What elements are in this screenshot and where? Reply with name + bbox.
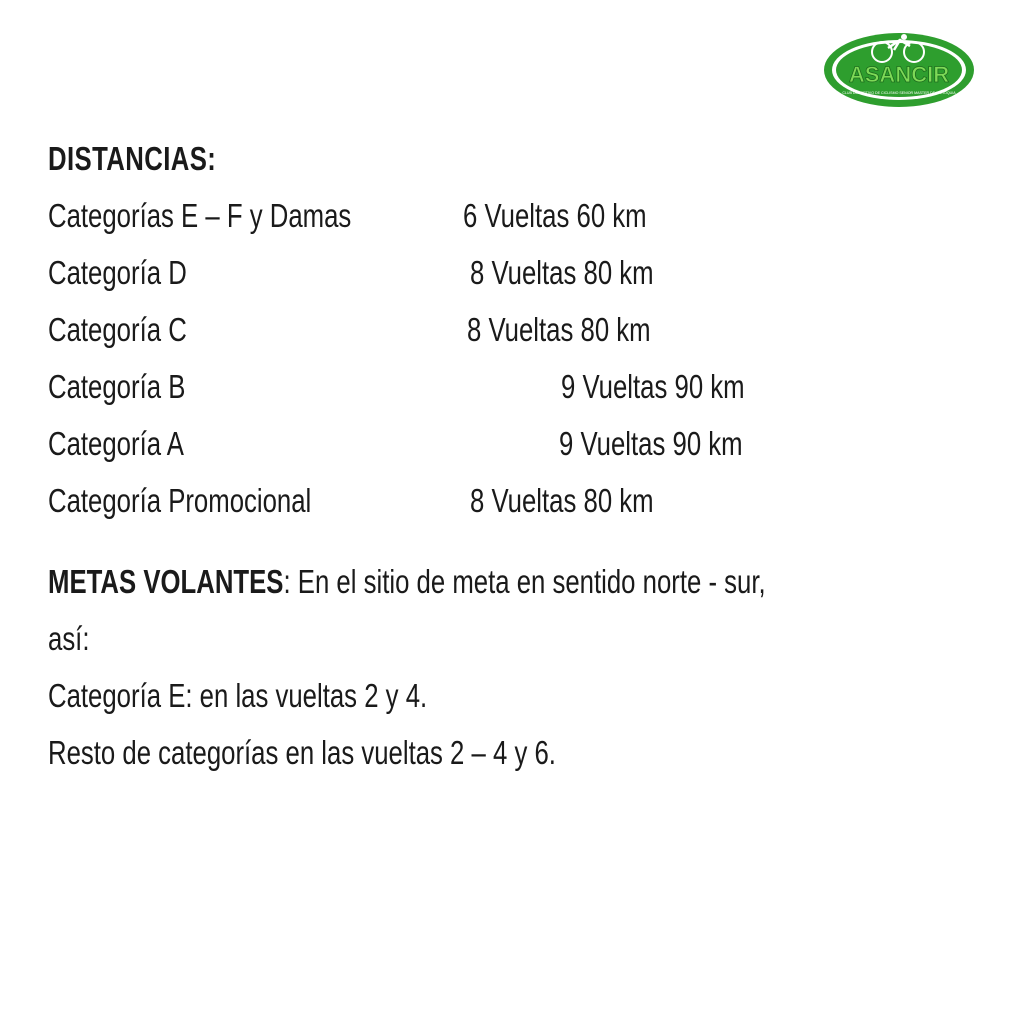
category-label: Categoría Promocional — [48, 482, 312, 519]
laps-distance: 8 Vueltas 80 km — [470, 254, 654, 291]
category-label: Categorías E – F y Damas — [48, 197, 352, 234]
asancir-logo — [822, 30, 976, 110]
laps-distance: 9 Vueltas 90 km — [559, 425, 743, 462]
metas-text: : En el sitio de meta en sentido norte - sur, — [283, 563, 766, 600]
metas-category-e: Categoría E: en las vueltas 2 y 4. — [48, 677, 428, 714]
laps-distance: 8 Vueltas 80 km — [470, 482, 654, 519]
distance-row — [48, 415, 948, 472]
logo-wordmark: ASANCIR — [848, 62, 950, 87]
laps-distance: 6 Vueltas 60 km — [463, 197, 647, 234]
metas-heading: METAS VOLANTES — [48, 563, 284, 600]
category-label: Categoría A — [48, 425, 184, 462]
distance-row — [48, 472, 948, 529]
category-label: Categoría D — [48, 254, 187, 291]
document-body — [48, 130, 948, 781]
metas-volantes-line — [48, 553, 948, 610]
metas-continuation: así: — [48, 620, 90, 657]
distance-row — [48, 301, 948, 358]
laps-distance: 8 Vueltas 80 km — [467, 311, 651, 348]
distance-row — [48, 244, 948, 301]
laps-distance: 9 Vueltas 90 km — [561, 368, 745, 405]
distance-row — [48, 187, 948, 244]
distance-row — [48, 358, 948, 415]
category-label: Categoría C — [48, 311, 187, 348]
category-label: Categoría B — [48, 368, 186, 405]
metas-rest: Resto de categorías en las vueltas 2 – 4 y 6. — [48, 734, 556, 771]
logo-subtext: CLUB DEPORTIVO DE CICLISMO SENIOR MASTER DE ANTIOQUIA — [842, 91, 956, 95]
distancias-heading: DISTANCIAS: — [48, 140, 217, 177]
